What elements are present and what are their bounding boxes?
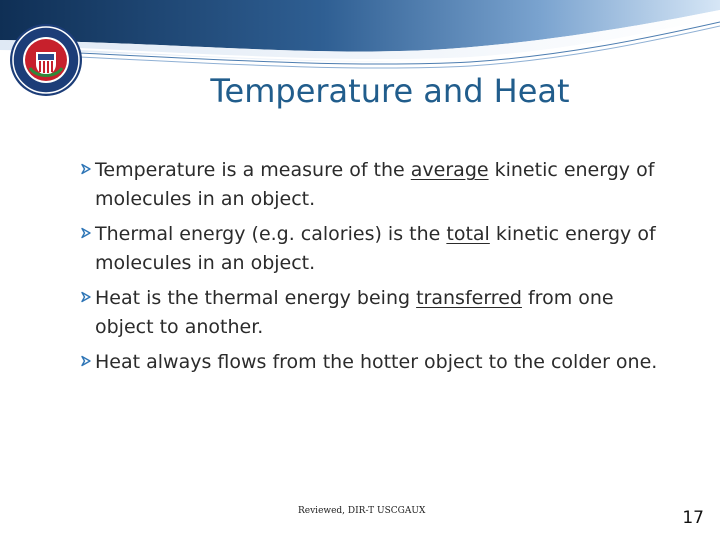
bullet-text: from one [521, 287, 614, 309]
bullet-arrow-icon [80, 163, 92, 175]
bullet-line-1 [95, 220, 700, 249]
underlined-term: average [410, 159, 489, 181]
list-item [80, 220, 700, 278]
bullet-list [80, 156, 700, 383]
bullet-arrow-icon [80, 355, 92, 367]
list-item [80, 348, 700, 377]
slide-title-text: Temperature and Heat [210, 72, 570, 110]
bullet-text: kinetic energy of [489, 223, 656, 245]
bullet-arrow-icon [80, 227, 92, 239]
underlined-term: total [446, 223, 490, 245]
bullet-arrow-icon [80, 291, 92, 303]
underlined-term: transferred [416, 287, 522, 309]
bullet-text: Heat is the thermal energy being [95, 287, 417, 309]
footer-note: Reviewed, DIR-T USCGAUX [298, 506, 426, 516]
bullet-line-2: molecules in an object. [95, 252, 316, 274]
bullet-text: Thermal energy (e.g. calories) is the [95, 223, 447, 245]
bullet-line-1 [95, 156, 700, 185]
bullet-text: kinetic energy of [488, 159, 655, 181]
bullet-line-1 [95, 284, 700, 313]
slide-title [140, 72, 640, 110]
bullet-text: Heat always flows from the hotter object to the colder one. [95, 351, 658, 373]
list-item [80, 156, 700, 214]
list-item [80, 284, 700, 342]
uscg-auxiliary-seal-icon [8, 22, 84, 98]
bullet-text: Temperature is a measure of the [95, 159, 411, 181]
bullet-line-2: object to another. [95, 316, 264, 338]
header-banner [0, 0, 720, 80]
bullet-line-1 [95, 348, 700, 377]
page-number: 17 [682, 508, 704, 528]
bullet-line-2: molecules in an object. [95, 188, 316, 210]
